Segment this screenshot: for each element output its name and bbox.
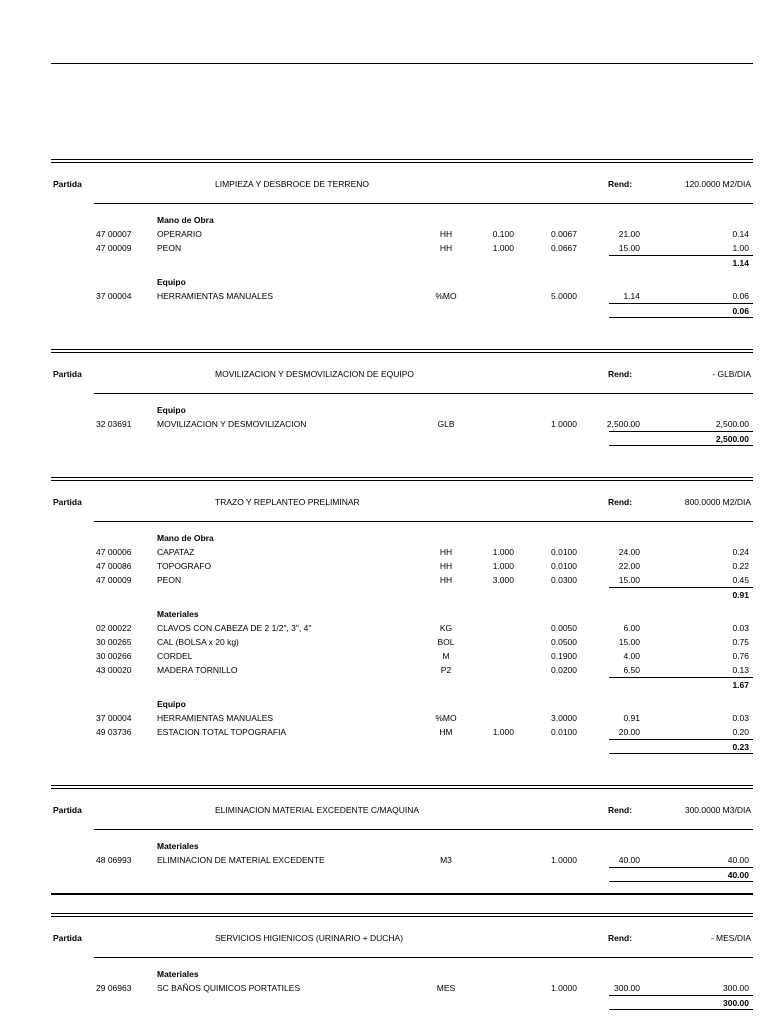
header-rule: [94, 393, 753, 394]
table-row: [51, 649, 753, 663]
unit-cell: M3: [440, 855, 452, 865]
crew-cell: 1.000: [492, 727, 514, 737]
group-title: Equipo: [157, 699, 186, 709]
resource-description: CAPATAZ: [157, 547, 195, 557]
crew-cell: 3.000: [492, 575, 514, 585]
resource-group: [51, 531, 753, 601]
quantity-cell: 5.0000: [551, 291, 577, 301]
resource-code: 30 00265: [96, 637, 132, 647]
rend-label: Rend:: [608, 805, 633, 815]
subtotal-rule: [609, 587, 753, 588]
group-subtotal: [51, 431, 753, 445]
partida-header: [51, 477, 753, 525]
resource-code: 47 00009: [96, 243, 132, 253]
group-title: Equipo: [157, 277, 186, 287]
group-title: Mano de Obra: [157, 533, 214, 543]
resource-description: HERRAMIENTAS MANUALES: [157, 713, 274, 723]
partial-cell: 0.14: [732, 229, 749, 239]
resource-code: 48 06993: [96, 855, 132, 865]
partial-cell: 1.00: [732, 243, 749, 253]
bottom-rule: [51, 893, 753, 895]
crew-cell: 0.100: [492, 229, 514, 239]
resource-description: HERRAMIENTAS MANUALES: [157, 291, 274, 301]
resource-description: CAL (BOLSA x 20 kg): [157, 637, 239, 647]
resource-description: ELIMINACION DE MATERIAL EXCEDENTE: [157, 855, 325, 865]
resource-code: 47 00086: [96, 561, 132, 571]
price-cell: 24.00: [618, 547, 640, 557]
resource-code: 37 00004: [96, 291, 132, 301]
subtotal-value: 0.91: [732, 590, 749, 600]
partial-cell: 2,500.00: [715, 419, 749, 429]
unit-cell: HH: [439, 575, 453, 585]
resource-code: 49 03736: [96, 727, 132, 737]
resource-group: [51, 697, 753, 753]
unit-cell: %MO: [435, 713, 457, 723]
resource-group: [51, 403, 753, 445]
group-subtotal: [51, 587, 753, 601]
block-padding: [51, 1009, 753, 1021]
resource-group: [51, 607, 753, 691]
group-subtotal: [51, 867, 753, 881]
price-cell: 4.00: [623, 651, 640, 661]
group-subtotal: [51, 677, 753, 691]
crew-cell: 1.000: [492, 547, 514, 557]
rend-label: Rend:: [608, 497, 633, 507]
rend-value: 300.0000 M3/DIA: [684, 805, 751, 815]
resource-description: CLAVOS CON CABEZA DE 2 1/2", 3", 4": [157, 623, 312, 633]
unit-cell: KG: [439, 623, 453, 633]
quantity-cell: 1.0000: [551, 983, 577, 993]
partial-cell: 0.24: [732, 547, 749, 557]
resource-code: 02 00022: [96, 623, 132, 633]
partial-cell: 0.20: [732, 727, 749, 737]
unit-cell: HH: [439, 547, 453, 557]
header-rule: [94, 521, 753, 522]
table-row: [51, 621, 753, 635]
table-row: [51, 663, 753, 677]
block-padding: [51, 753, 753, 763]
price-cell: 0.91: [623, 713, 640, 723]
partida-header: [51, 913, 753, 961]
partial-cell: 0.06: [732, 291, 749, 301]
resource-description: SC BAÑOS QUIMICOS PORTATILES: [157, 983, 301, 993]
subtotal-bottom-rule: [609, 445, 753, 446]
resource-code: 37 00004: [96, 713, 132, 723]
top-rule: [51, 63, 753, 64]
quantity-cell: 0.0300: [551, 575, 577, 585]
partida-header: [51, 349, 753, 397]
unit-cell: BOL: [437, 637, 455, 647]
partida-label: Partida: [53, 179, 82, 189]
unit-cell: %MO: [435, 291, 457, 301]
partial-cell: 0.13: [732, 665, 749, 675]
partida-label: Partida: [53, 497, 82, 507]
price-cell: 40.00: [618, 855, 640, 865]
resource-code: 29 06963: [96, 983, 132, 993]
block-padding: [51, 317, 753, 327]
resource-group: [51, 275, 753, 317]
rend-value: - MES/DIA: [710, 933, 751, 943]
subtotal-rule: [609, 255, 753, 256]
partial-cell: 0.03: [732, 713, 749, 723]
quantity-cell: 3.0000: [551, 713, 577, 723]
unit-cell: HH: [439, 229, 453, 239]
resource-code: 32 03691: [96, 419, 132, 429]
price-cell: 21.00: [618, 229, 640, 239]
table-row: [51, 241, 753, 255]
table-row: [51, 417, 753, 431]
unit-cell: HH: [439, 243, 453, 253]
quantity-cell: 0.0200: [551, 665, 577, 675]
price-cell: 6.00: [623, 623, 640, 633]
resource-code: 43 00020: [96, 665, 132, 675]
subtotal-bottom-rule: [609, 881, 753, 882]
resource-group: [51, 839, 753, 881]
partida-description: LIMPIEZA Y DESBROCE DE TERRENO: [215, 179, 369, 189]
subtotal-value: 1.67: [732, 680, 749, 690]
price-cell: 300.00: [614, 983, 640, 993]
group-subtotal: [51, 303, 753, 317]
partida-label: Partida: [53, 369, 82, 379]
unit-cell: MES: [436, 983, 456, 993]
partida-block: [51, 477, 753, 763]
resource-description: MADERA TORNILLO: [157, 665, 238, 675]
crew-cell: 1.000: [492, 561, 514, 571]
partial-cell: 0.75: [732, 637, 749, 647]
resource-group: [51, 213, 753, 269]
quantity-cell: 0.0100: [551, 547, 577, 557]
partidas-list: [51, 159, 753, 1021]
quantity-cell: 0.0050: [551, 623, 577, 633]
quantity-cell: 1.0000: [551, 419, 577, 429]
partida-description: SERVICIOS HIGIENICOS (URINARIO + DUCHA): [215, 933, 404, 943]
partial-cell: 40.00: [727, 855, 749, 865]
price-cell: 15.00: [618, 243, 640, 253]
group-title: Materiales: [157, 969, 199, 979]
subtotal-value: 300.00: [723, 998, 749, 1008]
unit-cell: GLB: [437, 419, 455, 429]
partial-cell: 300.00: [723, 983, 749, 993]
resource-code: 47 00006: [96, 547, 132, 557]
partida-description: MOVILIZACION Y DESMOVILIZACION DE EQUIPO: [215, 369, 415, 379]
rend-value: 120.0000 M2/DIA: [684, 179, 751, 189]
resource-description: ESTACION TOTAL TOPOGRAFIA: [157, 727, 287, 737]
rend-value: 800.0000 M2/DIA: [684, 497, 751, 507]
resource-description: MOVILIZACION Y DESMOVILIZACION: [157, 419, 307, 429]
unit-cell: M: [442, 651, 450, 661]
table-row: [51, 725, 753, 739]
table-row: [51, 545, 753, 559]
subtotal-rule: [609, 677, 753, 678]
quantity-cell: 1.0000: [551, 855, 577, 865]
resource-description: CORDEL: [157, 651, 193, 661]
partida-description: TRAZO Y REPLANTEO PRELIMINAR: [215, 497, 360, 507]
subtotal-bottom-rule: [609, 1009, 753, 1010]
header-rule: [94, 829, 753, 830]
rend-value: - GLB/DIA: [712, 369, 751, 379]
resource-description: OPERARIO: [157, 229, 202, 239]
resource-code: 47 00007: [96, 229, 132, 239]
partida-label: Partida: [53, 805, 82, 815]
crew-cell: 1.000: [492, 243, 514, 253]
subtotal-value: 0.06: [732, 306, 749, 316]
table-row: [51, 711, 753, 725]
resource-description: TOPOGRAFO: [157, 561, 212, 571]
partida-header: [51, 785, 753, 833]
subtotal-rule: [609, 303, 753, 304]
partial-cell: 0.76: [732, 651, 749, 661]
table-row: [51, 981, 753, 995]
rend-label: Rend:: [608, 933, 633, 943]
partida-block: [51, 349, 753, 455]
quantity-cell: 0.0100: [551, 727, 577, 737]
resource-code: 30 00266: [96, 651, 132, 661]
table-row: [51, 853, 753, 867]
quantity-cell: 0.0067: [551, 229, 577, 239]
group-subtotal: [51, 255, 753, 269]
price-cell: 2,500.00: [606, 419, 640, 429]
partial-cell: 0.45: [732, 575, 749, 585]
resource-description: PEON: [157, 575, 182, 585]
subtotal-value: 2,500.00: [715, 434, 749, 444]
quantity-cell: 0.0100: [551, 561, 577, 571]
unit-cell: HM: [439, 727, 453, 737]
subtotal-value: 40.00: [727, 870, 749, 880]
partial-cell: 0.22: [732, 561, 749, 571]
subtotal-value: 1.14: [732, 258, 749, 268]
unit-cell: HH: [439, 561, 453, 571]
unit-cell: P2: [440, 665, 452, 675]
resource-code: 47 00009: [96, 575, 132, 585]
block-padding: [51, 445, 753, 455]
group-title: Materiales: [157, 609, 199, 619]
quantity-cell: 0.1900: [551, 651, 577, 661]
table-row: [51, 227, 753, 241]
header-rule: [94, 957, 753, 958]
partida-header: [51, 159, 753, 207]
group-subtotal: [51, 995, 753, 1009]
partida-description: ELIMINACION MATERIAL EXCEDENTE C/MAQUINA: [215, 805, 420, 815]
table-row: [51, 573, 753, 587]
price-cell: 20.00: [618, 727, 640, 737]
price-cell: 6.50: [623, 665, 640, 675]
block-padding: [51, 881, 753, 891]
price-cell: 15.00: [618, 637, 640, 647]
partida-label: Partida: [53, 933, 82, 943]
quantity-cell: 0.0500: [551, 637, 577, 647]
price-cell: 15.00: [618, 575, 640, 585]
rend-label: Rend:: [608, 179, 633, 189]
resource-description: PEON: [157, 243, 182, 253]
quantity-cell: 0.0667: [551, 243, 577, 253]
group-title: Mano de Obra: [157, 215, 214, 225]
subtotal-rule: [609, 739, 753, 740]
subtotal-bottom-rule: [609, 753, 753, 754]
group-subtotal: [51, 739, 753, 753]
partida-block: [51, 159, 753, 327]
table-row: [51, 635, 753, 649]
price-cell: 1.14: [623, 291, 640, 301]
subtotal-bottom-rule: [609, 317, 753, 318]
rend-label: Rend:: [608, 369, 633, 379]
partida-block: [51, 785, 753, 891]
group-title: Materiales: [157, 841, 199, 851]
header-rule: [94, 203, 753, 204]
partida-block: [51, 913, 753, 1021]
price-cell: 22.00: [618, 561, 640, 571]
table-row: [51, 559, 753, 573]
resource-group: [51, 967, 753, 1009]
table-row: [51, 289, 753, 303]
subtotal-value: 0.23: [732, 742, 749, 752]
partial-cell: 0.03: [732, 623, 749, 633]
group-title: Equipo: [157, 405, 186, 415]
